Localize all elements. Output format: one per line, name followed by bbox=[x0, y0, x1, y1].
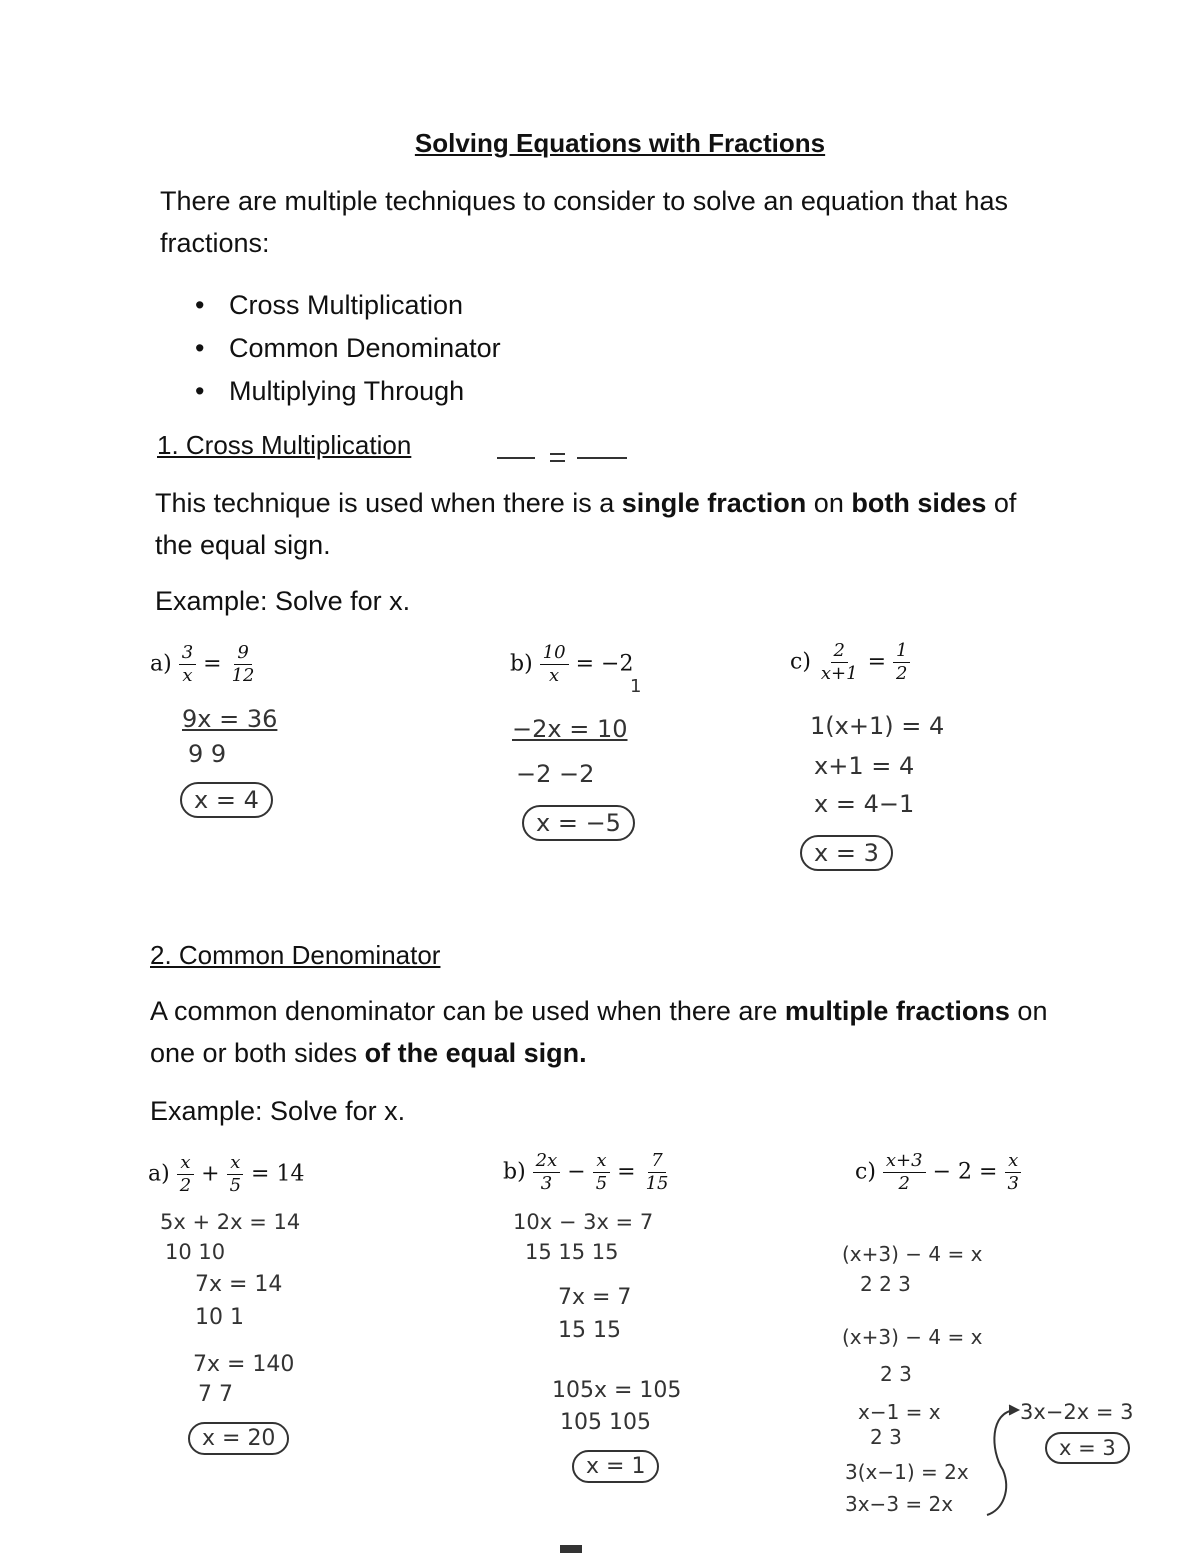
page-title: Solving Equations with Fractions bbox=[414, 128, 826, 158]
s2a-work-1: 5x + 2x = 14 bbox=[160, 1210, 301, 1234]
section1-description: This technique is used when there is a single fraction on both sides of the equal sign. bbox=[155, 488, 1017, 560]
section1-heading: 1. Cross Multiplication bbox=[157, 430, 412, 460]
s2b-answer: x = 1 bbox=[572, 1450, 659, 1483]
bracket-arrow-icon bbox=[985, 1400, 1025, 1520]
s2c-work-7: 3(x−1) = 2x bbox=[845, 1460, 969, 1484]
s2c-work-6: 2 3 bbox=[870, 1425, 902, 1449]
section2-example-label: Example: Solve for x. bbox=[150, 1096, 406, 1126]
s2-problem-b: b) $\frac{2x}{3}$ − $\frac{x}{5}$ = $\frac{7}{15}$ bbox=[503, 1150, 669, 1194]
s2a-work-3: 7x = 14 bbox=[195, 1272, 283, 1297]
s2c-work-4: 2 3 bbox=[880, 1362, 912, 1386]
s1b-work-0: 1 bbox=[630, 676, 642, 697]
technique-list bbox=[195, 284, 501, 413]
s2c-work-8: 3x−3 = 2x bbox=[845, 1492, 954, 1516]
s2b-work-2: 15 15 15 bbox=[525, 1240, 619, 1264]
s2c-work-2: 2 2 3 bbox=[860, 1272, 911, 1296]
list-item: • Cross Multiplication bbox=[195, 284, 501, 327]
s2c-work-5: x−1 = x bbox=[858, 1400, 941, 1424]
list-item: • Common Denominator bbox=[195, 327, 501, 370]
s2-problem-a: a) $\frac{x}{2}$ + $\frac{x}{5}$ = 14 bbox=[148, 1152, 305, 1196]
s2b-work-5: 105x = 105 bbox=[552, 1378, 682, 1403]
s1c-work-2: x+1 = 4 bbox=[814, 752, 915, 780]
section2-description: A common denominator can be used when there are multiple fractions on one or both sides of the equal sign. bbox=[150, 996, 1048, 1068]
s2c-answer: x = 3 bbox=[1045, 1432, 1130, 1464]
s2a-answer: x = 20 bbox=[188, 1422, 289, 1455]
s1a-work-1: 9x = 36 bbox=[182, 705, 278, 733]
s1a-answer: x = 4 bbox=[180, 782, 273, 818]
section1-example-label: Example: Solve for x. bbox=[155, 586, 411, 616]
s1b-answer: x = −5 bbox=[522, 805, 635, 841]
scan-mark bbox=[560, 1545, 582, 1553]
s2c-work-9: 3x−2x = 3 bbox=[1020, 1400, 1134, 1424]
s1a-work-2: 9 9 bbox=[188, 740, 227, 768]
s2b-work-1: 10x − 3x = 7 bbox=[513, 1210, 654, 1234]
list-item: • Multiplying Through bbox=[195, 370, 501, 413]
s1-problem-a: a) $\frac{3}{x}$ = $\frac{9}{12}$ bbox=[150, 642, 255, 686]
s2b-work-3: 7x = 7 bbox=[558, 1285, 632, 1310]
s1b-work-1: −2x = 10 bbox=[512, 715, 628, 743]
s2c-work-3: (x+3) − 4 = x bbox=[842, 1325, 983, 1349]
fraction-template-icon bbox=[495, 448, 635, 468]
s1-problem-b: b) $\frac{10}{x}$ = −2 bbox=[510, 642, 634, 686]
s2a-work-2: 10 10 bbox=[165, 1240, 226, 1264]
s2b-work-4: 15 15 bbox=[558, 1318, 621, 1343]
s1c-answer: x = 3 bbox=[800, 835, 893, 871]
s1b-work-2: −2 −2 bbox=[516, 760, 595, 788]
s2a-work-6: 7 7 bbox=[198, 1382, 233, 1407]
s2a-work-5: 7x = 140 bbox=[193, 1352, 295, 1377]
s2-problem-c: c) $\frac{x+3}{2}$ − 2 = $\frac{x}{3}$ bbox=[855, 1150, 1022, 1195]
section2-heading: 2. Common Denominator bbox=[150, 940, 441, 970]
intro-text: There are multiple techniques to consider to solve an equation that has fractions: bbox=[160, 186, 1009, 258]
s1c-work-1: 1(x+1) = 4 bbox=[810, 712, 945, 740]
s2b-work-6: 105 105 bbox=[560, 1410, 651, 1435]
s2c-work-1: (x+3) − 4 = x bbox=[842, 1242, 983, 1266]
s1-problem-c: c) $\frac{2}{x+1}$ = $\frac{1}{2}$ bbox=[790, 640, 910, 685]
s2a-work-4: 10 1 bbox=[195, 1305, 244, 1330]
s1c-work-3: x = 4−1 bbox=[814, 790, 915, 818]
